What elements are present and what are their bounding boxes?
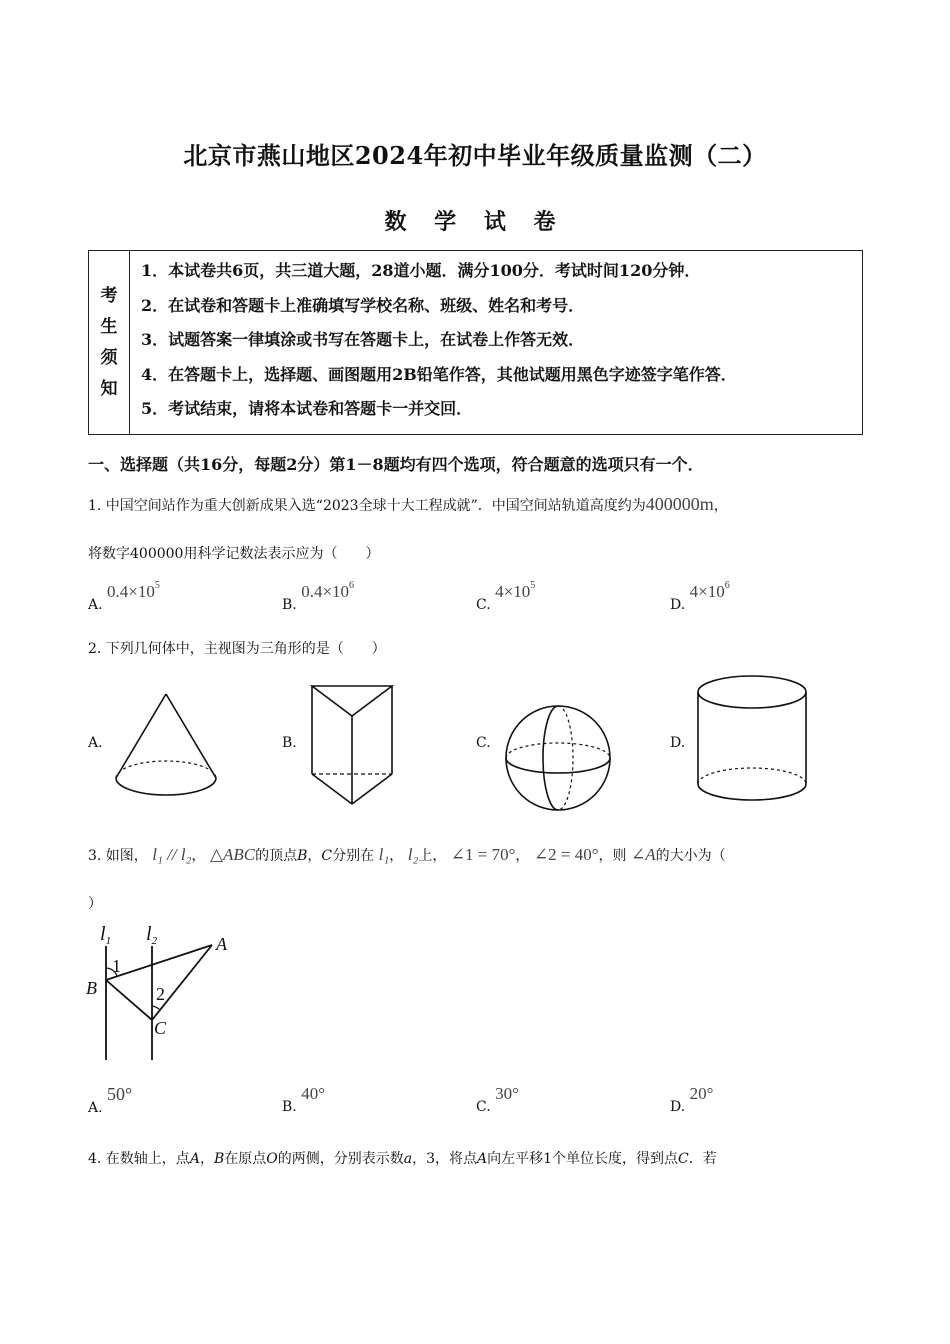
notice-item: 5．考试结束，请将本试卷和答题卡一并交回． [141,399,473,418]
q4-text: 4. 在数轴上，点 [88,1151,190,1167]
cone-icon [108,690,228,810]
question-3-line-2: ） [88,896,102,912]
q3-math: l₁ // l₂ [152,845,192,864]
q1-option-b[interactable] [282,580,355,613]
option-label: D. [670,597,686,613]
label-c: C [154,1018,167,1038]
parallel-lines-triangle-figure [82,920,242,1066]
q2-option-b-label[interactable]: B. [282,735,297,751]
q3-var: B [297,848,308,864]
q4-var: B [213,1151,225,1167]
q4-var: A [477,1151,488,1167]
q4-text: ，3，将点 [412,1151,477,1167]
question-1-line-2: 将数字400000用科学记数法表示应为（ ） [88,546,380,562]
question-1-line-1 [88,494,728,515]
option-value: 50° [107,1084,133,1104]
option-value: 20° [689,1084,714,1103]
q3-text: 的顶点 [255,848,298,864]
q3-text: 3. 如图， [88,848,148,864]
notice-item: 2．在试卷和答题卡上准确填写学校名称、班级、姓名和考号． [141,295,585,315]
question-3-line-1 [88,845,726,865]
option-value: 40° [301,1084,326,1103]
q3-math: ∠1 = 70° [450,845,516,864]
q4-text: 的两侧，分别表示数 [277,1151,404,1167]
q1-text: 1. 中国空间站作为重大创新成果入选“2023全球十大工程成就”．中国空间站轨道高度约为 [88,498,646,514]
q3-text: ，则 [598,848,627,864]
q1-option-c[interactable] [476,580,536,613]
notice-box [88,250,863,435]
q2-option-d-label[interactable]: D. [670,735,686,751]
option-label: A. [88,597,103,613]
q3-math: ∠A [630,845,656,864]
notice-label-char: 知 [100,378,118,399]
q3-var: C [321,848,333,864]
q3-text: ， [389,848,404,864]
section-heading: 一、选择题（共16分，每题2分）第1－8题均有四个选项，符合题意的选项只有一个． [88,455,704,474]
question-2: 2. 下列几何体中，主视图为三角形的是（ ） [88,641,386,657]
segment-ba [106,945,212,980]
q3-text: 分别在 [332,848,375,864]
notice-item: 1．本试卷共6页，共三道大题，28道小题．满分100分．考试时间120分钟． [141,261,701,280]
sphere-icon [502,702,618,814]
option-math: $0.4\times 10^5$ [107,580,160,601]
q3-option-d[interactable] [670,1084,714,1115]
q3-text: ， [307,848,322,864]
label-l2: $l_2$ [146,923,158,947]
q4-text: 向左平移1个单位长度，得到点 [487,1151,679,1167]
q4-text: ， [199,1151,214,1167]
q4-var: O [266,1151,278,1167]
label-angle-2: 2 [156,984,165,1004]
option-label: D. [670,1099,686,1115]
question-4-line-1 [88,1148,717,1168]
q1-option-d[interactable] [670,580,730,613]
label-b: B [86,978,97,998]
option-value: 30° [495,1084,519,1103]
option-label: B. [282,1099,297,1115]
q4-text: ．若 [688,1151,717,1167]
label-a: A [216,934,227,954]
q4-var: C [678,1151,689,1167]
notice-list [141,257,737,430]
option-label: C. [476,597,491,613]
option-label: B. [282,597,297,613]
q3-math: l₁ [378,845,390,864]
cylinder-icon [694,672,810,810]
q3-text: 上， [418,848,447,864]
q3-option-a[interactable] [88,1084,133,1116]
label-angle-1: 1 [112,956,121,976]
q2-option-c-label[interactable]: C. [476,735,491,751]
option-label: C. [476,1099,491,1115]
exam-title: 北京市燕山地区2024年初中毕业年级质量监测（二） [183,141,767,170]
triangular-prism-icon [306,678,406,808]
segment-bc [106,980,152,1020]
q3-text: ， [515,848,530,864]
segment-ca [152,945,212,1020]
option-math: $4\times 10^6$ [689,580,730,601]
option-math: $0.4\times 10^6$ [301,580,355,601]
q1-option-a[interactable] [88,580,160,613]
q3-math: l₂ [407,845,419,864]
notice-label-char: 生 [100,316,118,337]
q1-punct: ， [713,498,728,514]
notice-item: 4．在答题卡上，选择题、画图题用2B铅笔作答，其他试题用黑色字迹签字笔作答． [141,364,737,384]
q4-text: 在原点 [224,1151,267,1167]
notice-label-char: 考 [100,285,118,306]
q4-var: A [189,1151,200,1167]
exam-subtitle: 数 学 试 卷 [384,209,566,235]
q4-var: a [403,1151,413,1167]
q2-option-a-label[interactable]: A. [88,735,103,751]
q3-text: 的大小为（ [655,848,726,864]
q3-option-b[interactable] [282,1084,326,1115]
q3-math: △ABC [209,845,256,864]
option-math: $4\times 10^5$ [495,580,536,601]
q3-option-c[interactable] [476,1084,519,1115]
q1-math: 400000m [645,494,714,514]
label-l1: $l_1$ [100,923,112,947]
q3-text: ， [191,848,206,864]
q3-math: ∠2 = 40° [533,845,599,864]
notice-label-char: 须 [100,347,118,368]
angle-2-arc [152,1006,160,1010]
notice-label [89,251,130,434]
option-label: A. [88,1100,103,1116]
notice-item: 3．试题答案一律填涂或书写在答题卡上，在试卷上作答无效． [141,330,585,349]
